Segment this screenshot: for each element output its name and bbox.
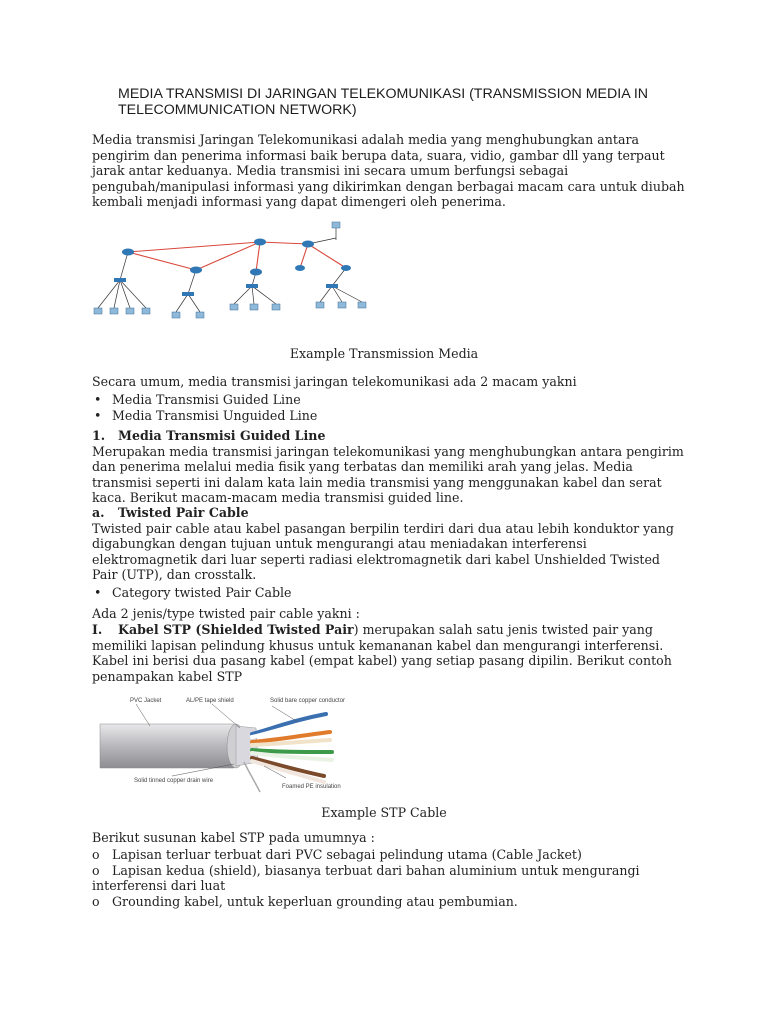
stp-types-intro: Ada 2 jenis/type twisted pair cable yakni :: [92, 606, 360, 621]
list-marker: o: [92, 893, 100, 909]
drain-wire-label: Solid tinned copper drain wire: [134, 778, 214, 784]
foamed-insulation-label: Foamed PE insulation: [282, 784, 341, 790]
network-topology-figure: [88, 220, 378, 330]
list-item: • Category twisted Pair Cable: [92, 585, 292, 601]
list-item: • Media Transmisi Unguided Line: [92, 408, 317, 424]
intro-paragraph: Media transmisi Jaringan Telekomunikasi adalah media yang menghubungkan antara pengirim dan penerima informasi baik berupa data, suara, vidio, gambar dll yang terpaut jarak antar keduanya. Media transmisi ini secara umum berfungsi sebagai pengubah/manipulasi informasi yang dikirimkan dengan berbagai macam cara untuk diubah kembali menjadi informasi yang dapat dimengeri oleh penerima.: [92, 132, 685, 210]
section1-number: 1.: [92, 428, 106, 443]
stp-text: ) merupakan salah satu jenis twisted pair yang memiliki lapisan pelindung khusus untuk kemananan kabel dan mengurangi interferensi. Kabel ini berisi dua pasang kabel (empat kabel) yang setiap pasang dipilin. Berikut contoh penampakan kabel STP: [92, 622, 672, 684]
types-intro: Secara umum, media transmisi jaringan telekomunikasi ada 2 macam yakni: [92, 374, 577, 389]
subsection-a-heading: [92, 505, 688, 521]
stp-cable-figure: [94, 692, 356, 796]
list-marker: o: [92, 847, 100, 862]
stp-layers-list: [92, 847, 688, 909]
subsection-a: [92, 505, 688, 583]
section1-heading: [92, 428, 688, 444]
subsection-a-text: Twisted pair cable atau kabel pasangan berpilin terdiri dari dua atau lebih konduktor yang digabungkan dengan tujuan untuk mengurangi atau meniadakan interferensi elektromagnetik dari luar seperti radiasi elektromagnetik dari kabel Unshielded Twisted Pair (UTP), dan crosstalk.: [92, 520, 674, 583]
list-item: • Media Transmisi Guided Line: [92, 392, 317, 408]
stp-title: Kabel STP (Shielded Twisted Pair: [118, 622, 354, 637]
category-list: [92, 585, 292, 601]
subsection-a-letter: a.: [92, 505, 105, 520]
stp-roman: I.: [92, 622, 103, 637]
pvc-jacket-label: PVC Jacket: [130, 698, 162, 704]
figure2-caption: Example STP Cable: [321, 805, 447, 820]
list-item: o Lapisan terluar terbuat dari PVC sebagai pelindung utama (Cable Jacket): [92, 847, 582, 862]
shield-label: AL/PE tape shield: [186, 698, 234, 704]
types-list: [92, 392, 317, 423]
stp-heading: [92, 622, 354, 637]
list-marker: o: [92, 862, 100, 878]
copper-conductor-label: Solid bare copper conductor: [270, 698, 346, 704]
stp-paragraph: [92, 622, 688, 684]
section1: [92, 428, 688, 506]
figure1-caption: Example Transmission Media: [289, 346, 479, 361]
page-title: MEDIA TRANSMISI DI JARINGAN TELEKOMUNIKASI (TRANSMISSION MEDIA IN TELECOMMUNICATION NETWORK): [118, 86, 649, 118]
section1-title: Media Transmisi Guided Line: [118, 428, 326, 443]
section1-text: Merupakan media transmisi jaringan telekomunikasi yang menghubungkan antara pengirim dan penerima melalui media fisik yang terbatas dan memiliki arah yang jelas. Media transmisi seperti ini dalam kata lain media transmisi yang menggunakan kabel dan serat kaca. Berikut macam-macam media transmisi guided line.: [92, 443, 684, 506]
subsection-a-title: Twisted Pair Cable: [118, 505, 249, 520]
stp-layers-intro: Berikut susunan kabel STP pada umumnya :: [92, 830, 375, 845]
list-item: o Lapisan kedua (shield), biasanya terbuat dari bahan aluminium untuk mengurangi interferensi dari luat: [92, 862, 640, 894]
list-item: o Grounding kabel, untuk keperluan grounding atau pembumian.: [92, 893, 518, 909]
